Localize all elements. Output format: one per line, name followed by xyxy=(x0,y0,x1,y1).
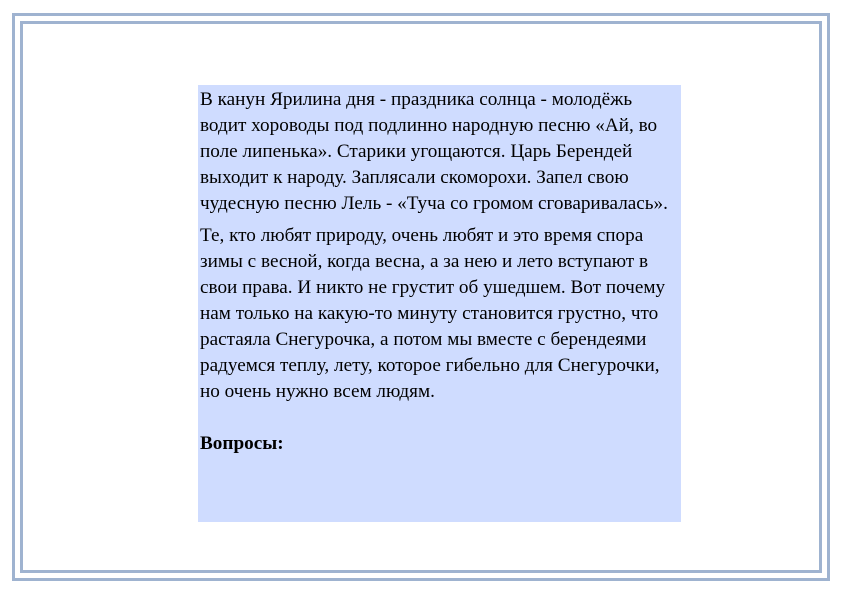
paragraph-nature: Те, кто любят природу, очень любят и это время спора зимы с весной, когда весна, а за нею и лето вступают в свои права. И никто не грустит об ушедшем. Вот почему нам только на какую-то минуту становится грустно, что растаяла Снегурочка, а потом мы вместе с берендеями радуемся теплу, лету, которое гибельно для Снегурочки, но очень нужно всем людям. xyxy=(200,225,666,402)
paragraph-festival: В канун Ярилина дня - праздника солнца - молодёжь водит хороводы под подлинно народную песню «Ай, во поле липенька». Старики угощаются. Царь Берендей выходит к народу. Заплясали скоморохи. Запел свою чудесную песню Лель - «Туча со громом сговаривалась». xyxy=(200,89,668,214)
questions-heading: Вопросы: xyxy=(200,433,284,454)
text-box xyxy=(198,85,681,522)
